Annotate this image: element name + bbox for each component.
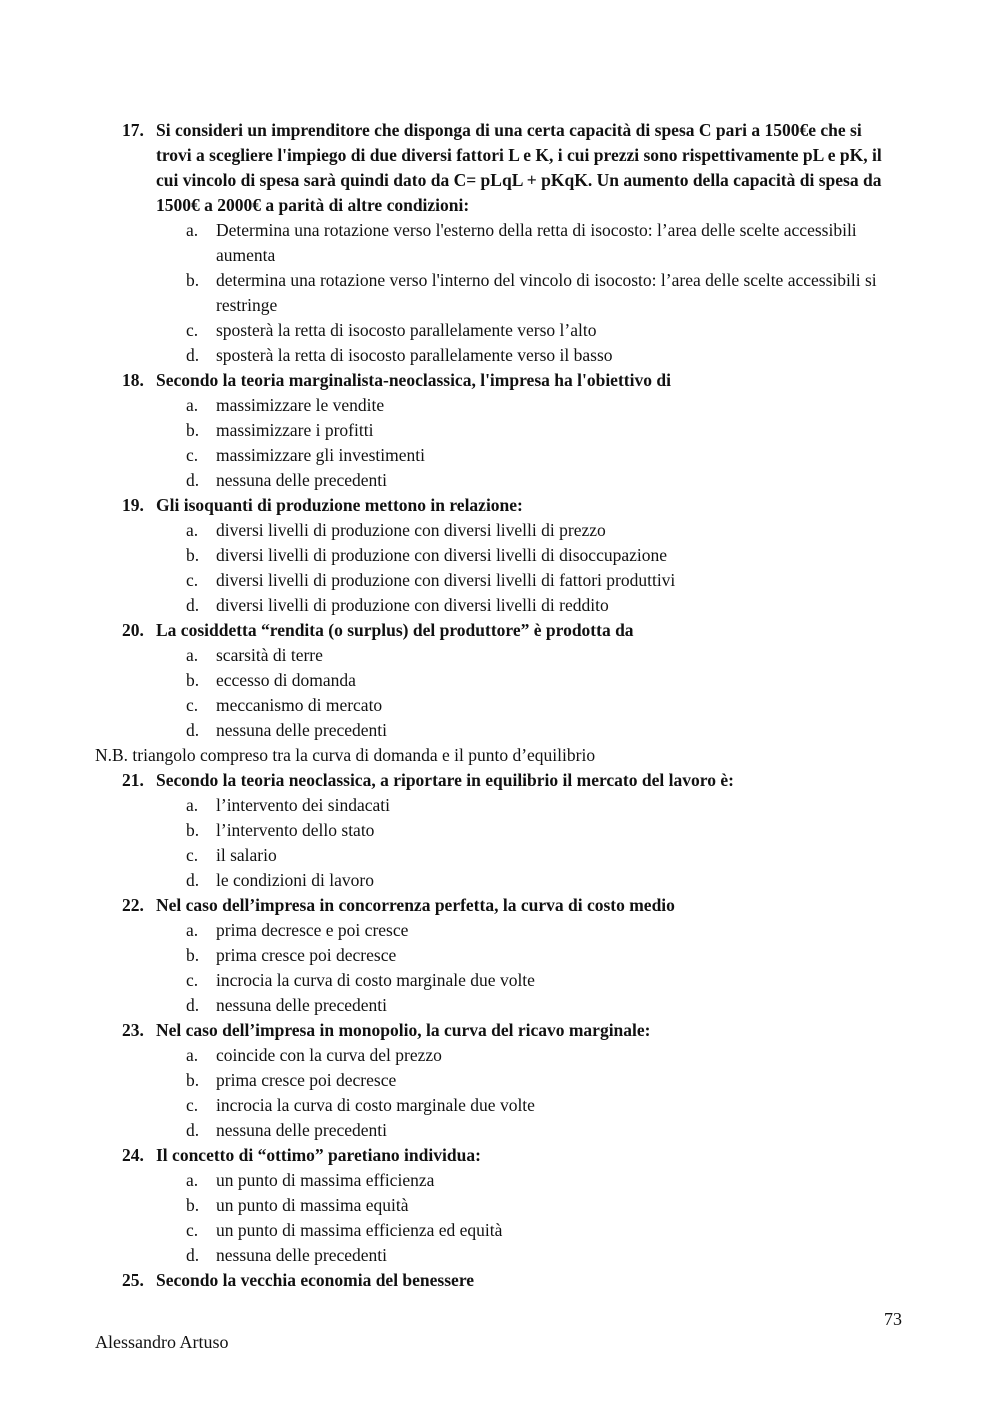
option-letter: b. [186, 670, 200, 690]
question-block [0, 1268, 1000, 1293]
option-letter: d. [186, 595, 200, 615]
question-title [122, 768, 896, 793]
answer-option [186, 1193, 896, 1218]
question-block [0, 768, 1000, 893]
option-text: nessuna delle precedenti [216, 470, 388, 490]
option-letter: b. [186, 945, 200, 965]
option-letter: d. [186, 1120, 200, 1140]
question-block [0, 493, 1000, 618]
question-number: 20. [122, 620, 144, 640]
option-text: l’intervento dello stato [216, 820, 375, 840]
answer-option [186, 443, 896, 468]
option-text: diversi livelli di produzione con diversi livelli di fattori produttivi [216, 570, 676, 590]
option-letter: a. [186, 920, 199, 940]
question-number: 18. [122, 370, 144, 390]
answer-options [0, 393, 1000, 493]
answer-option [186, 393, 896, 418]
option-letter: d. [186, 1245, 200, 1265]
question-title [122, 118, 896, 218]
answer-option [186, 568, 896, 593]
option-letter: b. [186, 1070, 200, 1090]
answer-option [186, 268, 896, 318]
option-text: massimizzare i profitti [216, 420, 374, 440]
question-title [122, 893, 896, 918]
option-text: incrocia la curva di costo marginale due volte [216, 970, 535, 990]
answer-option [186, 1068, 896, 1093]
answer-option [186, 918, 896, 943]
answer-option [186, 843, 896, 868]
answer-option [186, 518, 896, 543]
answer-option [186, 1118, 896, 1143]
answer-option [186, 318, 896, 343]
question-title [122, 368, 896, 393]
option-letter: b. [186, 270, 200, 290]
option-text: sposterà la retta di isocosto parallelamente verso il basso [216, 345, 613, 365]
question-text: Nel caso dell’impresa in concorrenza perfetta, la curva di costo medio [156, 895, 675, 915]
answer-options [0, 918, 1000, 1018]
option-letter: c. [186, 695, 199, 715]
page-number: 73 [884, 1309, 902, 1329]
option-text: il salario [216, 845, 277, 865]
answer-option [186, 818, 896, 843]
option-text: nessuna delle precedenti [216, 720, 388, 740]
option-letter: a. [186, 520, 199, 540]
answer-option [186, 1168, 896, 1193]
option-letter: d. [186, 720, 200, 740]
answer-option [186, 693, 896, 718]
question-text: Secondo la teoria marginalista-neoclassica, l'impresa ha l'obiettivo di [156, 370, 671, 390]
question-number: 24. [122, 1145, 144, 1165]
answer-option [186, 868, 896, 893]
question-number: 25. [122, 1270, 144, 1290]
option-letter: c. [186, 445, 199, 465]
question-text: Il concetto di “ottimo” paretiano individua: [156, 1145, 481, 1165]
question-title [122, 493, 896, 518]
option-letter: c. [186, 1220, 199, 1240]
question-number: 21. [122, 770, 144, 790]
option-text: un punto di massima efficienza ed equità [216, 1220, 503, 1240]
question-title [122, 1268, 896, 1293]
answer-option [186, 468, 896, 493]
option-letter: b. [186, 820, 200, 840]
option-letter: a. [186, 1045, 199, 1065]
option-text: determina una rotazione verso l'interno del vincolo di isocosto: l’area delle scelte accessibili si restringe [216, 270, 877, 315]
option-text: Determina una rotazione verso l'esterno della retta di isocosto: l’area delle scelte accessibili aumenta [216, 220, 857, 265]
answer-option [186, 543, 896, 568]
option-text: diversi livelli di produzione con diversi livelli di prezzo [216, 520, 606, 540]
question-number: 23. [122, 1020, 144, 1040]
question-text: Nel caso dell’impresa in monopolio, la curva del ricavo marginale: [156, 1020, 651, 1040]
question-number: 17. [122, 120, 144, 140]
question-list [0, 118, 1000, 1293]
answer-option [186, 1218, 896, 1243]
option-text: diversi livelli di produzione con diversi livelli di disoccupazione [216, 545, 668, 565]
question-text: Secondo la vecchia economia del benessere [156, 1270, 475, 1290]
answer-option [186, 643, 896, 668]
option-letter: a. [186, 1170, 199, 1190]
answer-options [0, 518, 1000, 618]
option-text: prima decresce e poi cresce [216, 920, 409, 940]
option-text: un punto di massima efficienza [216, 1170, 435, 1190]
option-text: diversi livelli di produzione con diversi livelli di reddito [216, 595, 609, 615]
option-text: coincide con la curva del prezzo [216, 1045, 442, 1065]
option-letter: a. [186, 795, 199, 815]
answer-option [186, 793, 896, 818]
answer-option [186, 593, 896, 618]
option-letter: a. [186, 395, 199, 415]
option-text: scarsità di terre [216, 645, 323, 665]
option-letter: c. [186, 320, 199, 340]
answer-option [186, 993, 896, 1018]
question-text: Si consideri un imprenditore che disponga di una certa capacità di spesa C pari a 1500€e che si trovi a scegliere l'impiego di due diversi fattori L e K, i cui prezzi sono rispettivamente pL e pK, il cui vincolo di spesa sarà quindi dato da C= pLqL + pKqK. Un aumento della capacità di spesa da 1500€ a 2000€ a parità di altre condizioni: [156, 120, 882, 215]
answer-options [0, 793, 1000, 893]
option-text: incrocia la curva di costo marginale due volte [216, 1095, 535, 1115]
option-letter: c. [186, 570, 199, 590]
question-number: 19. [122, 495, 144, 515]
option-text: un punto di massima equità [216, 1195, 409, 1215]
answer-options [0, 1168, 1000, 1268]
option-letter: a. [186, 220, 199, 240]
option-letter: c. [186, 1095, 199, 1115]
question-block [0, 368, 1000, 493]
option-text: prima cresce poi decresce [216, 945, 397, 965]
option-text: l’intervento dei sindacati [216, 795, 390, 815]
option-text: sposterà la retta di isocosto parallelamente verso l’alto [216, 320, 597, 340]
question-text: La cosiddetta “rendita (o surplus) del produttore” è prodotta da [156, 620, 634, 640]
question-block [0, 1018, 1000, 1143]
option-letter: a. [186, 645, 199, 665]
question-number: 22. [122, 895, 144, 915]
answer-option [186, 668, 896, 693]
option-letter: d. [186, 345, 200, 365]
answer-option [186, 1243, 896, 1268]
question-block [0, 618, 1000, 768]
option-letter: d. [186, 995, 200, 1015]
option-text: nessuna delle precedenti [216, 995, 388, 1015]
author-name: Alessandro Artuso [95, 1332, 229, 1352]
question-text: Secondo la teoria neoclassica, a riportare in equilibrio il mercato del lavoro è: [156, 770, 734, 790]
option-letter: c. [186, 845, 199, 865]
option-text: nessuna delle precedenti [216, 1245, 388, 1265]
question-text: Gli isoquanti di produzione mettono in relazione: [156, 495, 523, 515]
answer-option [186, 1093, 896, 1118]
answer-option [186, 968, 896, 993]
question-block [0, 118, 1000, 368]
option-text: eccesso di domanda [216, 670, 356, 690]
answer-options [0, 643, 1000, 743]
answer-options [0, 218, 1000, 368]
answer-option [186, 418, 896, 443]
option-text: prima cresce poi decresce [216, 1070, 397, 1090]
option-letter: b. [186, 545, 200, 565]
question-title [122, 1018, 896, 1043]
answer-option [186, 718, 896, 743]
option-letter: d. [186, 470, 200, 490]
question-title [122, 618, 896, 643]
question-block [0, 1143, 1000, 1268]
option-text: meccanismo di mercato [216, 695, 383, 715]
option-letter: b. [186, 420, 200, 440]
question-block [0, 893, 1000, 1018]
option-text: massimizzare gli investimenti [216, 445, 425, 465]
option-letter: c. [186, 970, 199, 990]
answer-option [186, 343, 896, 368]
question-title [122, 1143, 896, 1168]
option-letter: d. [186, 870, 200, 890]
option-text: massimizzare le vendite [216, 395, 385, 415]
answer-option [186, 218, 896, 268]
answer-options [0, 1043, 1000, 1143]
answer-option [186, 943, 896, 968]
option-text: le condizioni di lavoro [216, 870, 374, 890]
option-text: nessuna delle precedenti [216, 1120, 388, 1140]
option-letter: b. [186, 1195, 200, 1215]
note-text: N.B. triangolo compreso tra la curva di domanda e il punto d’equilibrio [95, 745, 596, 765]
answer-option [186, 1043, 896, 1068]
